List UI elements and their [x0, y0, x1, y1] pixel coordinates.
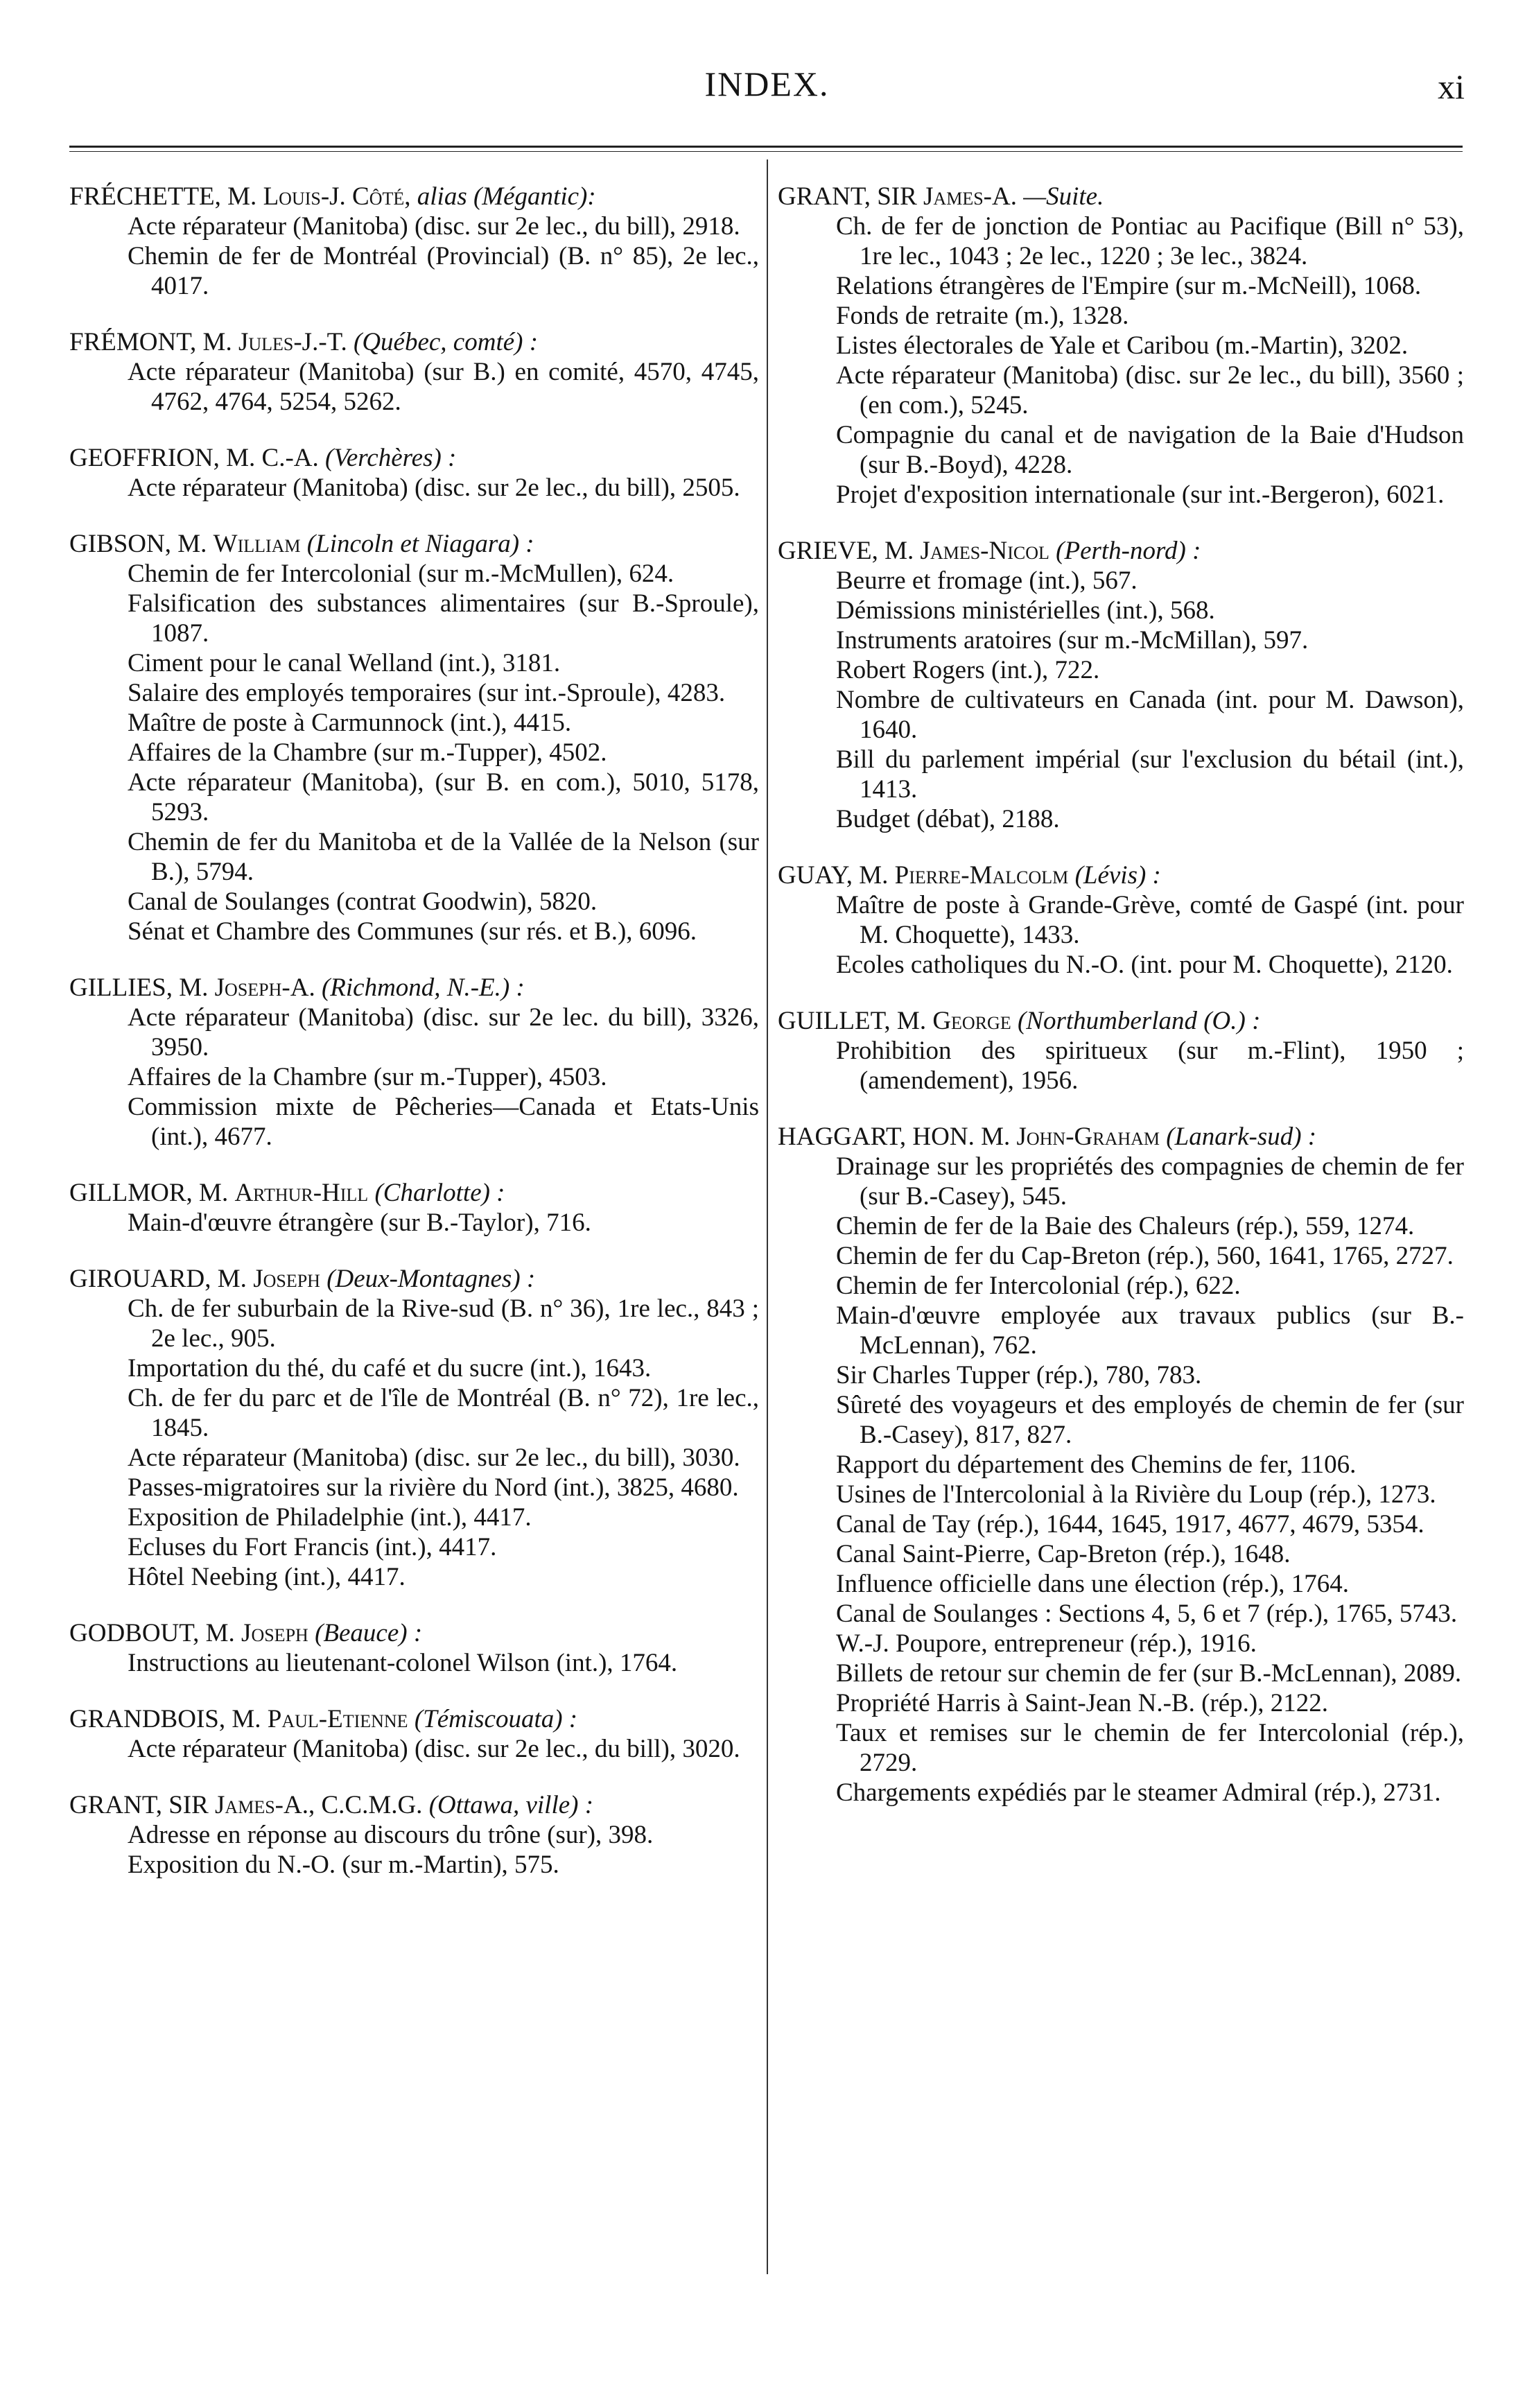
index-subentry: Commission mixte de Pêcheries—Canada et Etats-Unis (int.), 4677. [128, 1093, 759, 1151]
index-subentry: Ciment pour le canal Welland (int.), 3181. [128, 649, 561, 677]
index-subentry: Exposition de Philadelphie (int.), 4417. [128, 1503, 532, 1532]
index-subentry: Beurre et fromage (int.), 567. [836, 566, 1138, 595]
index-subentry: Billets de retour sur chemin de fer (sur B.-McLennan), 2089. [836, 1659, 1462, 1688]
entry-heading [69, 1178, 759, 1208]
index-entry [778, 182, 1464, 510]
member-given-names: James-Nicol [920, 537, 1049, 565]
member-given-names: John-Graham [1016, 1123, 1160, 1151]
index-subentry: Affaires de la Chambre (sur m.-Tupper), 4502. [128, 738, 607, 767]
index-subentry: Sûreté des voyageurs et des employés de chemin de fer (sur B.-Casey), 817, 827. [836, 1391, 1464, 1449]
index-subentry: Chargements expédiés par le steamer Admiral (rép.), 2731. [836, 1778, 1441, 1807]
index-subentry: Listes électorales de Yale et Caribou (m.-Martin), 3202. [836, 331, 1409, 360]
index-subentry: Affaires de la Chambre (sur m.-Tupper), 4503. [128, 1063, 607, 1091]
member-given-names: Louis-J. Côté, [263, 182, 411, 211]
entry-heading [778, 1006, 1464, 1036]
index-subentry: Influence officielle dans une élection (rép.), 1764. [836, 1570, 1350, 1598]
index-column-left [69, 182, 759, 1906]
index-subentry: Instructions au lieutenant-colonel Wilson (int.), 1764. [128, 1649, 678, 1677]
index-subentry: Acte réparateur (Manitoba) (disc. sur 2e lec. du bill), 3326, 3950. [128, 1003, 759, 1062]
index-entry [69, 327, 759, 417]
index-subentry: Compagnie du canal et de navigation de la Baie d'Hudson (sur B.-Boyd), 4228. [836, 421, 1464, 479]
index-subentry: Sénat et Chambre des Communes (sur rés. et B.), 6096. [128, 917, 697, 946]
member-name: GILLIES, M. [69, 973, 209, 1002]
member-riding: (Lévis) : [1074, 861, 1161, 890]
index-subentry: Robert Rogers (int.), 722. [836, 656, 1100, 684]
entry-heading [69, 1704, 759, 1734]
column-divider [767, 159, 768, 2274]
member-riding: (Deux-Montagnes) : [326, 1265, 536, 1293]
index-entry [778, 860, 1464, 980]
index-subentry: Projet d'exposition internationale (sur int.-Bergeron), 6021. [836, 480, 1445, 509]
member-given-names: Joseph [241, 1619, 308, 1647]
index-subentry: Chemin de fer de la Baie des Chaleurs (rép.), 559, 1274. [836, 1212, 1415, 1240]
index-subentry: Drainage sur les propriétés des compagnies de chemin de fer (sur B.-Casey), 545. [836, 1152, 1464, 1211]
index-subentry: Démissions ministérielles (int.), 568. [836, 596, 1215, 625]
member-name: GILLMOR, M. [69, 1179, 229, 1207]
member-given-names: Paul-Etienne [267, 1705, 408, 1733]
index-subentry: Chemin de fer Intercolonial (sur m.-McMullen), 624. [128, 560, 674, 588]
index-subentry: Prohibition des spiritueux (sur m.-Flint), 1950 ; (amendement), 1956. [836, 1037, 1464, 1095]
index-subentry: Relations étrangères de l'Empire (sur m.-McNeill), 1068. [836, 272, 1422, 300]
index-subentry: Maître de poste à Grande-Grève, comté de Gaspé (int. pour M. Choquette), 1433. [836, 891, 1464, 949]
page-number: xi [1438, 67, 1465, 106]
index-subentry: Ch. de fer du parc et de l'île de Montréal (B. n° 72), 1re lec., 1845. [128, 1384, 759, 1442]
member-riding: (Lanark-sud) : [1166, 1123, 1317, 1151]
index-subentry: Ch. de fer de jonction de Pontiac au Pacifique (Bill n° 53), 1re lec., 1043 ; 2e lec., 1220 ; 3e lec., 3824. [836, 212, 1464, 270]
index-subentry: Acte réparateur (Manitoba) (disc. sur 2e lec., du bill), 3030. [128, 1444, 740, 1472]
index-subentry: Canal de Tay (rép.), 1644, 1645, 1917, 4677, 4679, 5354. [836, 1510, 1424, 1539]
member-name: FRÉCHETTE, M. [69, 182, 257, 211]
member-given-names: Jules-J.-T. [238, 328, 347, 356]
entry-heading [778, 536, 1464, 566]
entry-heading [778, 1122, 1464, 1152]
index-subentry: Chemin de fer Intercolonial (rép.), 622. [836, 1272, 1241, 1300]
index-entry [69, 443, 759, 503]
index-entry [69, 529, 759, 946]
member-given-names: Joseph [253, 1265, 320, 1293]
entry-heading [69, 1264, 759, 1294]
entry-heading [69, 182, 759, 211]
index-subentry: Canal Saint-Pierre, Cap-Breton (rép.), 1648. [836, 1540, 1291, 1568]
index-subentry: Acte réparateur (Manitoba) (disc. sur 2e lec., du bill), 3020. [128, 1735, 740, 1763]
index-subentry: Ecluses du Fort Francis (int.), 4417. [128, 1533, 497, 1561]
member-riding: —Suite. [1023, 182, 1104, 211]
index-entry [69, 1618, 759, 1678]
index-subentry: Chemin de fer de Montréal (Provincial) (B. n° 85), 2e lec., 4017. [128, 242, 759, 300]
index-entry [69, 1790, 759, 1880]
index-subentry: Rapport du département des Chemins de fer, 1106. [836, 1450, 1357, 1479]
entry-heading [69, 529, 759, 559]
header-rule-thin [69, 151, 1463, 152]
member-given-names: Joseph-A. [214, 973, 315, 1002]
index-subentry: Ch. de fer suburbain de la Rive-sud (B. n° 36), 1re lec., 843 ; 2e lec., 905. [128, 1294, 759, 1353]
member-name: GRANDBOIS, M. [69, 1705, 261, 1733]
member-name: GUILLET, M. [778, 1007, 927, 1035]
member-riding: alias (Mégantic): [417, 182, 596, 211]
entry-heading [69, 327, 759, 357]
index-entry [69, 1264, 759, 1592]
member-riding: (Richmond, N.-E.) : [321, 973, 525, 1002]
member-riding: (Northumberland (O.) : [1017, 1007, 1261, 1035]
member-name: GEOFFRION, M. C.-A. [69, 444, 319, 472]
index-subentry: Sir Charles Tupper (rép.), 780, 783. [836, 1361, 1202, 1389]
index-subentry: Main-d'œuvre étrangère (sur B.-Taylor), 716. [128, 1209, 591, 1237]
member-given-names: James-A. [923, 182, 1017, 211]
index-subentry: Maître de poste à Carmunnock (int.), 4415. [128, 709, 572, 737]
member-name: GRIEVE, M. [778, 537, 914, 565]
index-subentry: Ecoles catholiques du N.-O. (int. pour M. Choquette), 2120. [836, 951, 1453, 979]
header-rule [69, 146, 1463, 148]
index-entry [778, 1006, 1464, 1095]
member-given-names: George [932, 1007, 1011, 1035]
member-given-names: William [213, 530, 301, 558]
entry-heading [778, 860, 1464, 890]
member-riding: (Témiscouata) : [414, 1705, 578, 1733]
member-riding: (Lincoln et Niagara) : [306, 530, 534, 558]
index-entry [778, 1122, 1464, 1808]
entry-heading [69, 1618, 759, 1648]
index-subentry: Passes-migratoires sur la rivière du Nord (int.), 3825, 4680. [128, 1473, 739, 1502]
member-riding: (Beauce) : [315, 1619, 423, 1647]
index-subentry: Acte réparateur (Manitoba) (disc. sur 2e lec., du bill), 2918. [128, 212, 740, 241]
index-entry [778, 536, 1464, 834]
member-name: GRANT, SIR [778, 182, 917, 211]
index-subentry: Acte réparateur (Manitoba) (disc. sur 2e lec., du bill), 3560 ; (en com.), 5245. [836, 361, 1464, 419]
index-subentry: Usines de l'Intercolonial à la Rivière du Loup (rép.), 1273. [836, 1480, 1436, 1509]
index-subentry: Taux et remises sur le chemin de fer Intercolonial (rép.), 2729. [836, 1719, 1464, 1777]
entry-heading [69, 973, 759, 1003]
index-subentry: W.-J. Poupore, entrepreneur (rép.), 1916. [836, 1629, 1257, 1658]
index-entry [69, 182, 759, 301]
index-subentry: Instruments aratoires (sur m.-McMillan), 597. [836, 626, 1309, 655]
entry-heading [69, 1790, 759, 1820]
index-subentry: Acte réparateur (Manitoba) (sur B.) en comité, 4570, 4745, 4762, 4764, 5254, 5262. [128, 358, 759, 416]
index-subentry: Propriété Harris à Saint-Jean N.-B. (rép.), 2122. [836, 1689, 1328, 1717]
index-subentry: Bill du parlement impérial (sur l'exclusion du bétail (int.), 1413. [836, 745, 1464, 804]
index-column-right [778, 182, 1464, 1834]
index-subentry: Acte réparateur (Manitoba), (sur B. en com.), 5010, 5178, 5293. [128, 768, 759, 826]
index-entry [69, 973, 759, 1152]
member-riding: (Charlotte) : [374, 1179, 505, 1207]
member-riding: (Perth-nord) : [1056, 537, 1201, 565]
index-subentry: Importation du thé, du café et du sucre (int.), 1643. [128, 1354, 652, 1383]
member-name: GUAY, M. [778, 861, 889, 890]
member-name: GIROUARD, M. [69, 1265, 247, 1293]
index-entry [69, 1178, 759, 1238]
member-riding: (Verchères) : [325, 444, 457, 472]
index-subentry: Acte réparateur (Manitoba) (disc. sur 2e lec., du bill), 2505. [128, 474, 740, 502]
entry-heading [778, 182, 1464, 211]
index-subentry: Salaire des employés temporaires (sur int.-Sproule), 4283. [128, 679, 726, 707]
member-riding: (Ottawa, ville) : [428, 1791, 594, 1819]
index-subentry: Fonds de retraite (m.), 1328. [836, 302, 1129, 330]
index-subentry: Budget (débat), 2188. [836, 805, 1060, 833]
index-subentry: Main-d'œuvre employée aux travaux publics (sur B.-McLennan), 762. [836, 1301, 1464, 1360]
member-name: GRANT, SIR [69, 1791, 209, 1819]
member-given-names: Arthur-Hill [234, 1179, 369, 1207]
member-name: GODBOUT, M. [69, 1619, 235, 1647]
index-subentry: Chemin de fer du Manitoba et de la Vallée de la Nelson (sur B.), 5794. [128, 828, 759, 886]
member-name: GIBSON, M. [69, 530, 207, 558]
index-subentry: Adresse en réponse au discours du trône (sur), 398. [128, 1821, 654, 1849]
index-subentry: Chemin de fer du Cap-Breton (rép.), 560, 1641, 1765, 2727. [836, 1242, 1454, 1270]
index-subentry: Hôtel Neebing (int.), 4417. [128, 1563, 406, 1591]
member-given-names: James-A., C.C.M.G. [215, 1791, 423, 1819]
index-subentry: Canal de Soulanges (contrat Goodwin), 5820. [128, 887, 598, 916]
member-riding: (Québec, comté) : [354, 328, 539, 356]
index-entry [69, 1704, 759, 1764]
index-subentry: Nombre de cultivateurs en Canada (int. pour M. Dawson), 1640. [836, 686, 1464, 744]
index-subentry: Falsification des substances alimentaires (sur B.-Sproule), 1087. [128, 589, 759, 648]
index-subentry: Exposition du N.-O. (sur m.-Martin), 575. [128, 1851, 559, 1879]
member-name: FRÉMONT, M. [69, 328, 232, 356]
entry-heading [69, 443, 759, 473]
index-subentry: Canal de Soulanges : Sections 4, 5, 6 et 7 (rép.), 1765, 5743. [836, 1600, 1458, 1628]
member-name: HAGGART, HON. M. [778, 1123, 1011, 1151]
running-title: INDEX. [704, 64, 830, 103]
member-given-names: Pierre-Malcolm [894, 861, 1069, 890]
